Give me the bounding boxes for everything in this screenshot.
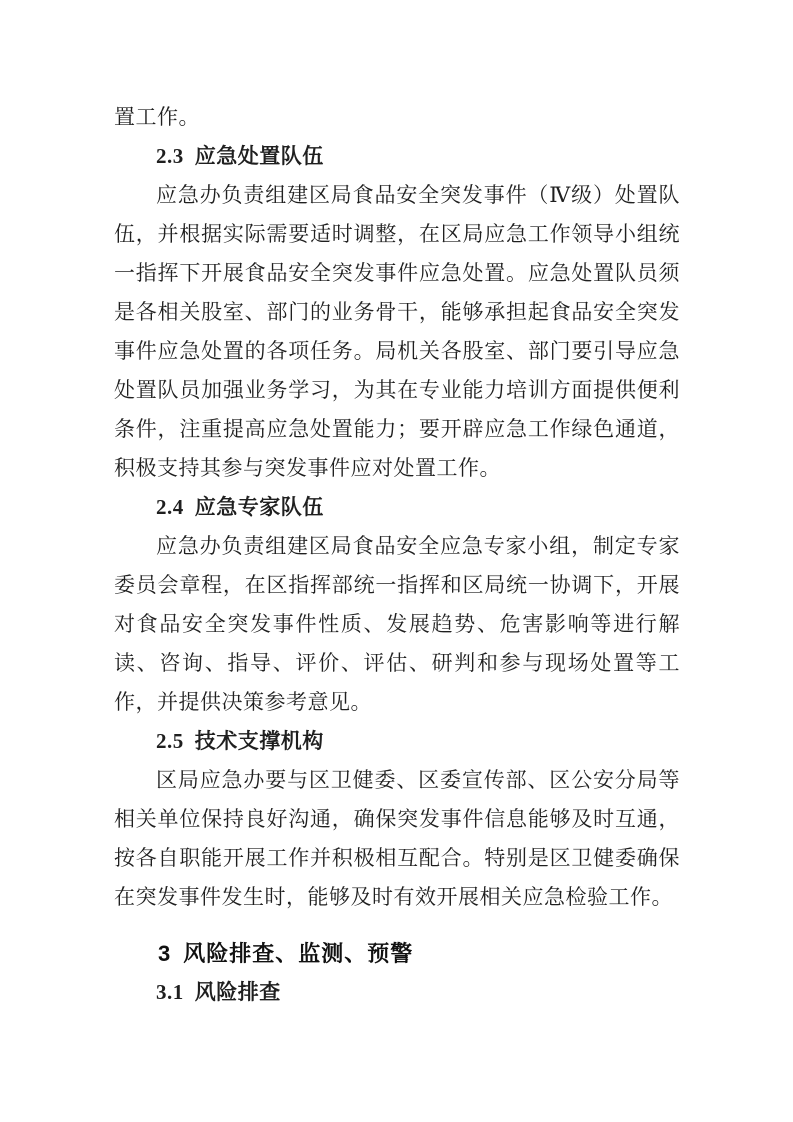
paragraph-continuation: 置工作。 [114, 105, 200, 129]
page-content [114, 98, 680, 1012]
heading-2-5-technical-support: 2.5 技术支撑机构 [156, 729, 324, 753]
paragraph-emergency-response-team: 应急办负责组建区局食品安全突发事件（Ⅳ级）处置队伍，并根据实际需要适时调整，在区局应急工作领导小组统一指挥下开展食品安全突发事件应急处置。应急处置队员须是各相关股室、部门的业务骨干，能够承担起食品安全突发事件应急处置的各项任务。局机关各股室、部门要引导应急处置队员加强业务学习，为其在专业能力培训方面提供便利条件，注重提高应急处置能力；要开辟应急工作绿色通道，积极支持其参与突发事件应对处置工作。 [114, 183, 680, 480]
heading-3-risk-screening-monitoring-warning: 3 风险排查、监测、预警 [158, 941, 414, 966]
heading-2-4-expert-team: 2.4 应急专家队伍 [156, 495, 324, 519]
heading-2-3-emergency-response-team: 2.3 应急处置队伍 [156, 144, 324, 168]
paragraph-expert-team: 应急办负责组建区局食品安全应急专家小组，制定专家委员会章程，在区指挥部统一指挥和区局统一协调下，开展对食品安全突发事件性质、发展趋势、危害影响等进行解读、咨询、指导、评价、评估、研判和参与现场处置等工作，并提供决策参考意见。 [114, 534, 680, 714]
heading-3-1-risk-screening: 3.1 风险排查 [156, 980, 281, 1004]
paragraph-technical-support: 区局应急办要与区卫健委、区委宣传部、区公安分局等相关单位保持良好沟通，确保突发事件信息能够及时互通，按各自职能开展工作并积极相互配合。特别是区卫健委确保在突发事件发生时，能够及时有效开展相关应急检验工作。 [114, 768, 680, 909]
